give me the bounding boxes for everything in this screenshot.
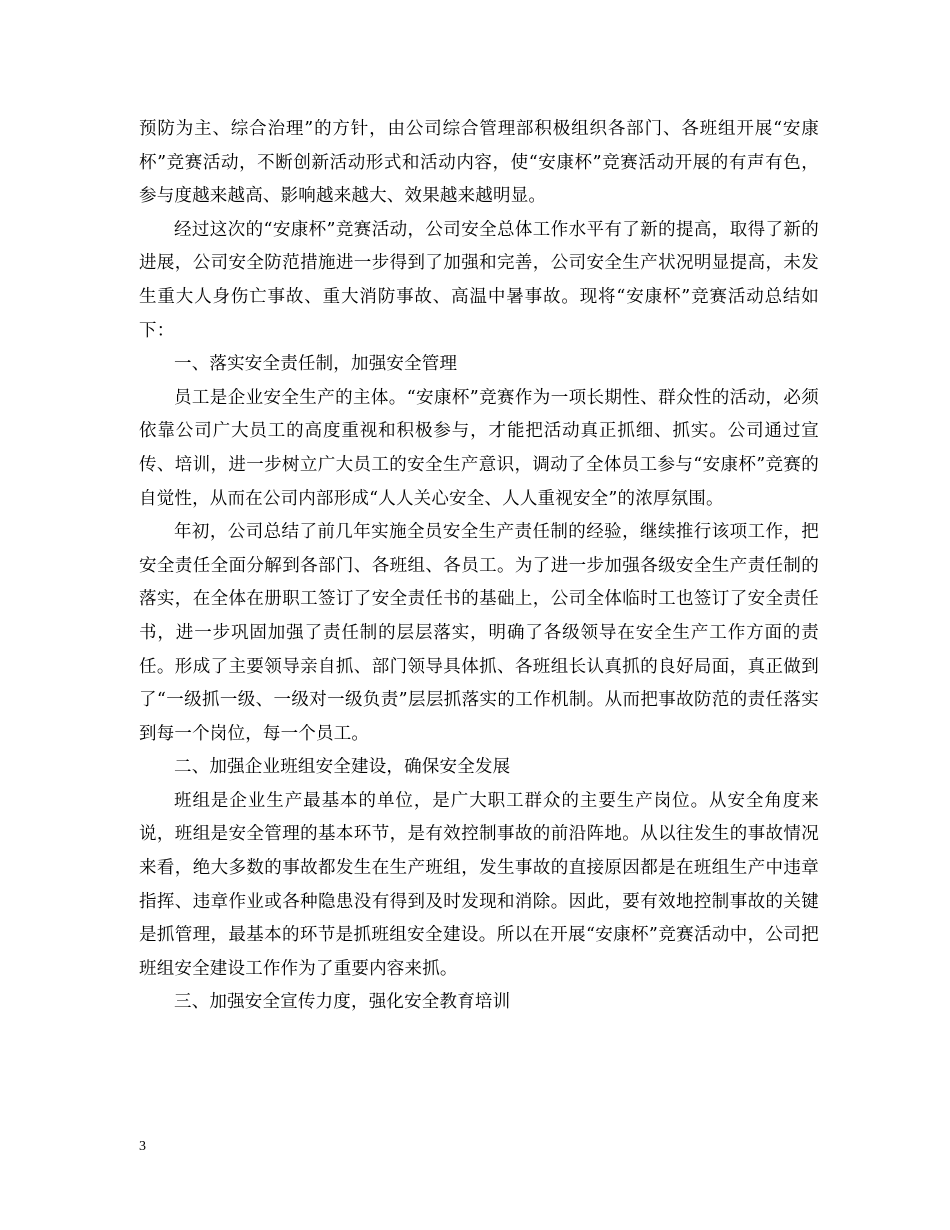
paragraph-continuation: 预防为主、综合治理”的方针，由公司综合管理部积极组织各部门、各班组开展“安康杯”竞赛活动，不断创新活动形式和活动内容，使“安康杯”竞赛活动开展的有声有色，参与度越来越高、影响越来越大、效果越来越明显。	[139, 119, 819, 207]
paragraph-contest-summary-intro: 经过这次的“安康杯”竞赛活动，公司安全总体工作水平有了新的提高，取得了新的进展，公司安全防范措施进一步得到了加强和完善，公司安全生产状况明显提高，未发生重大人身伤亡事故、重大消防事故、高温中暑事故。现将“安康杯”竞赛活动总结如下：	[139, 219, 819, 341]
paragraph-employees: 员工是企业安全生产的主体。“安康杯”竞赛作为一项长期性、群众性的活动，必须依靠公司广大员工的高度重视和积极参与，才能把活动真正抓细、抓实。公司通过宣传、培训，进一步树立广大员工的安全生产意识，调动了全体员工参与“安康杯”竞赛的自觉性，从而在公司内部形成“人人关心安全、人人重视安全”的浓厚氛围。	[139, 387, 819, 509]
page-number: 3	[139, 1139, 146, 1154]
paragraph-responsibility-system: 年初，公司总结了前几年实施全员安全生产责任制的经验，继续推行该项工作，把安全责任全面分解到各部门、各班组、各员工。为了进一步加强各级安全生产责任制的落实，在全体在册职工签订了安全责任书的基础上，公司全体临时工也签订了安全责任书，进一步巩固加强了责任制的层层落实，明确了各级领导在安全生产工作方面的责任。形成了主要领导亲自抓、部门领导具体抓、各班组长认真抓的良好局面，真正做到了“一级抓一级、一级对一级负责”层层抓落实的工作机制。从而把事故防范的责任落实到每一个岗位，每一个员工。	[139, 522, 819, 744]
paragraph-team-safety: 班组是企业生产最基本的单位，是广大职工群众的主要生产岗位。从安全角度来说，班组是安全管理的基本环节，是有效控制事故的前沿阵地。从以往发生的事故情况来看，绝大多数的事故都发生在生产班组，发生事故的直接原因都是在班组生产中违章指挥、违章作业或各种隐患没有得到及时发现和消除。因此，要有效地控制事故的关键是抓管理，最基本的环节是抓班组安全建设。所以在开展“安康杯”竞赛活动中，公司把班组安全建设工作作为了重要内容来抓。	[139, 790, 819, 979]
section-heading-1: 一、落实安全责任制，加强安全管理	[174, 354, 458, 375]
section-heading-3: 三、加强安全宣传力度，强化安全教育培训	[174, 992, 511, 1013]
section-heading-2: 二、加强企业班组安全建设，确保安全发展	[174, 757, 511, 778]
document-body	[139, 113, 819, 1020]
